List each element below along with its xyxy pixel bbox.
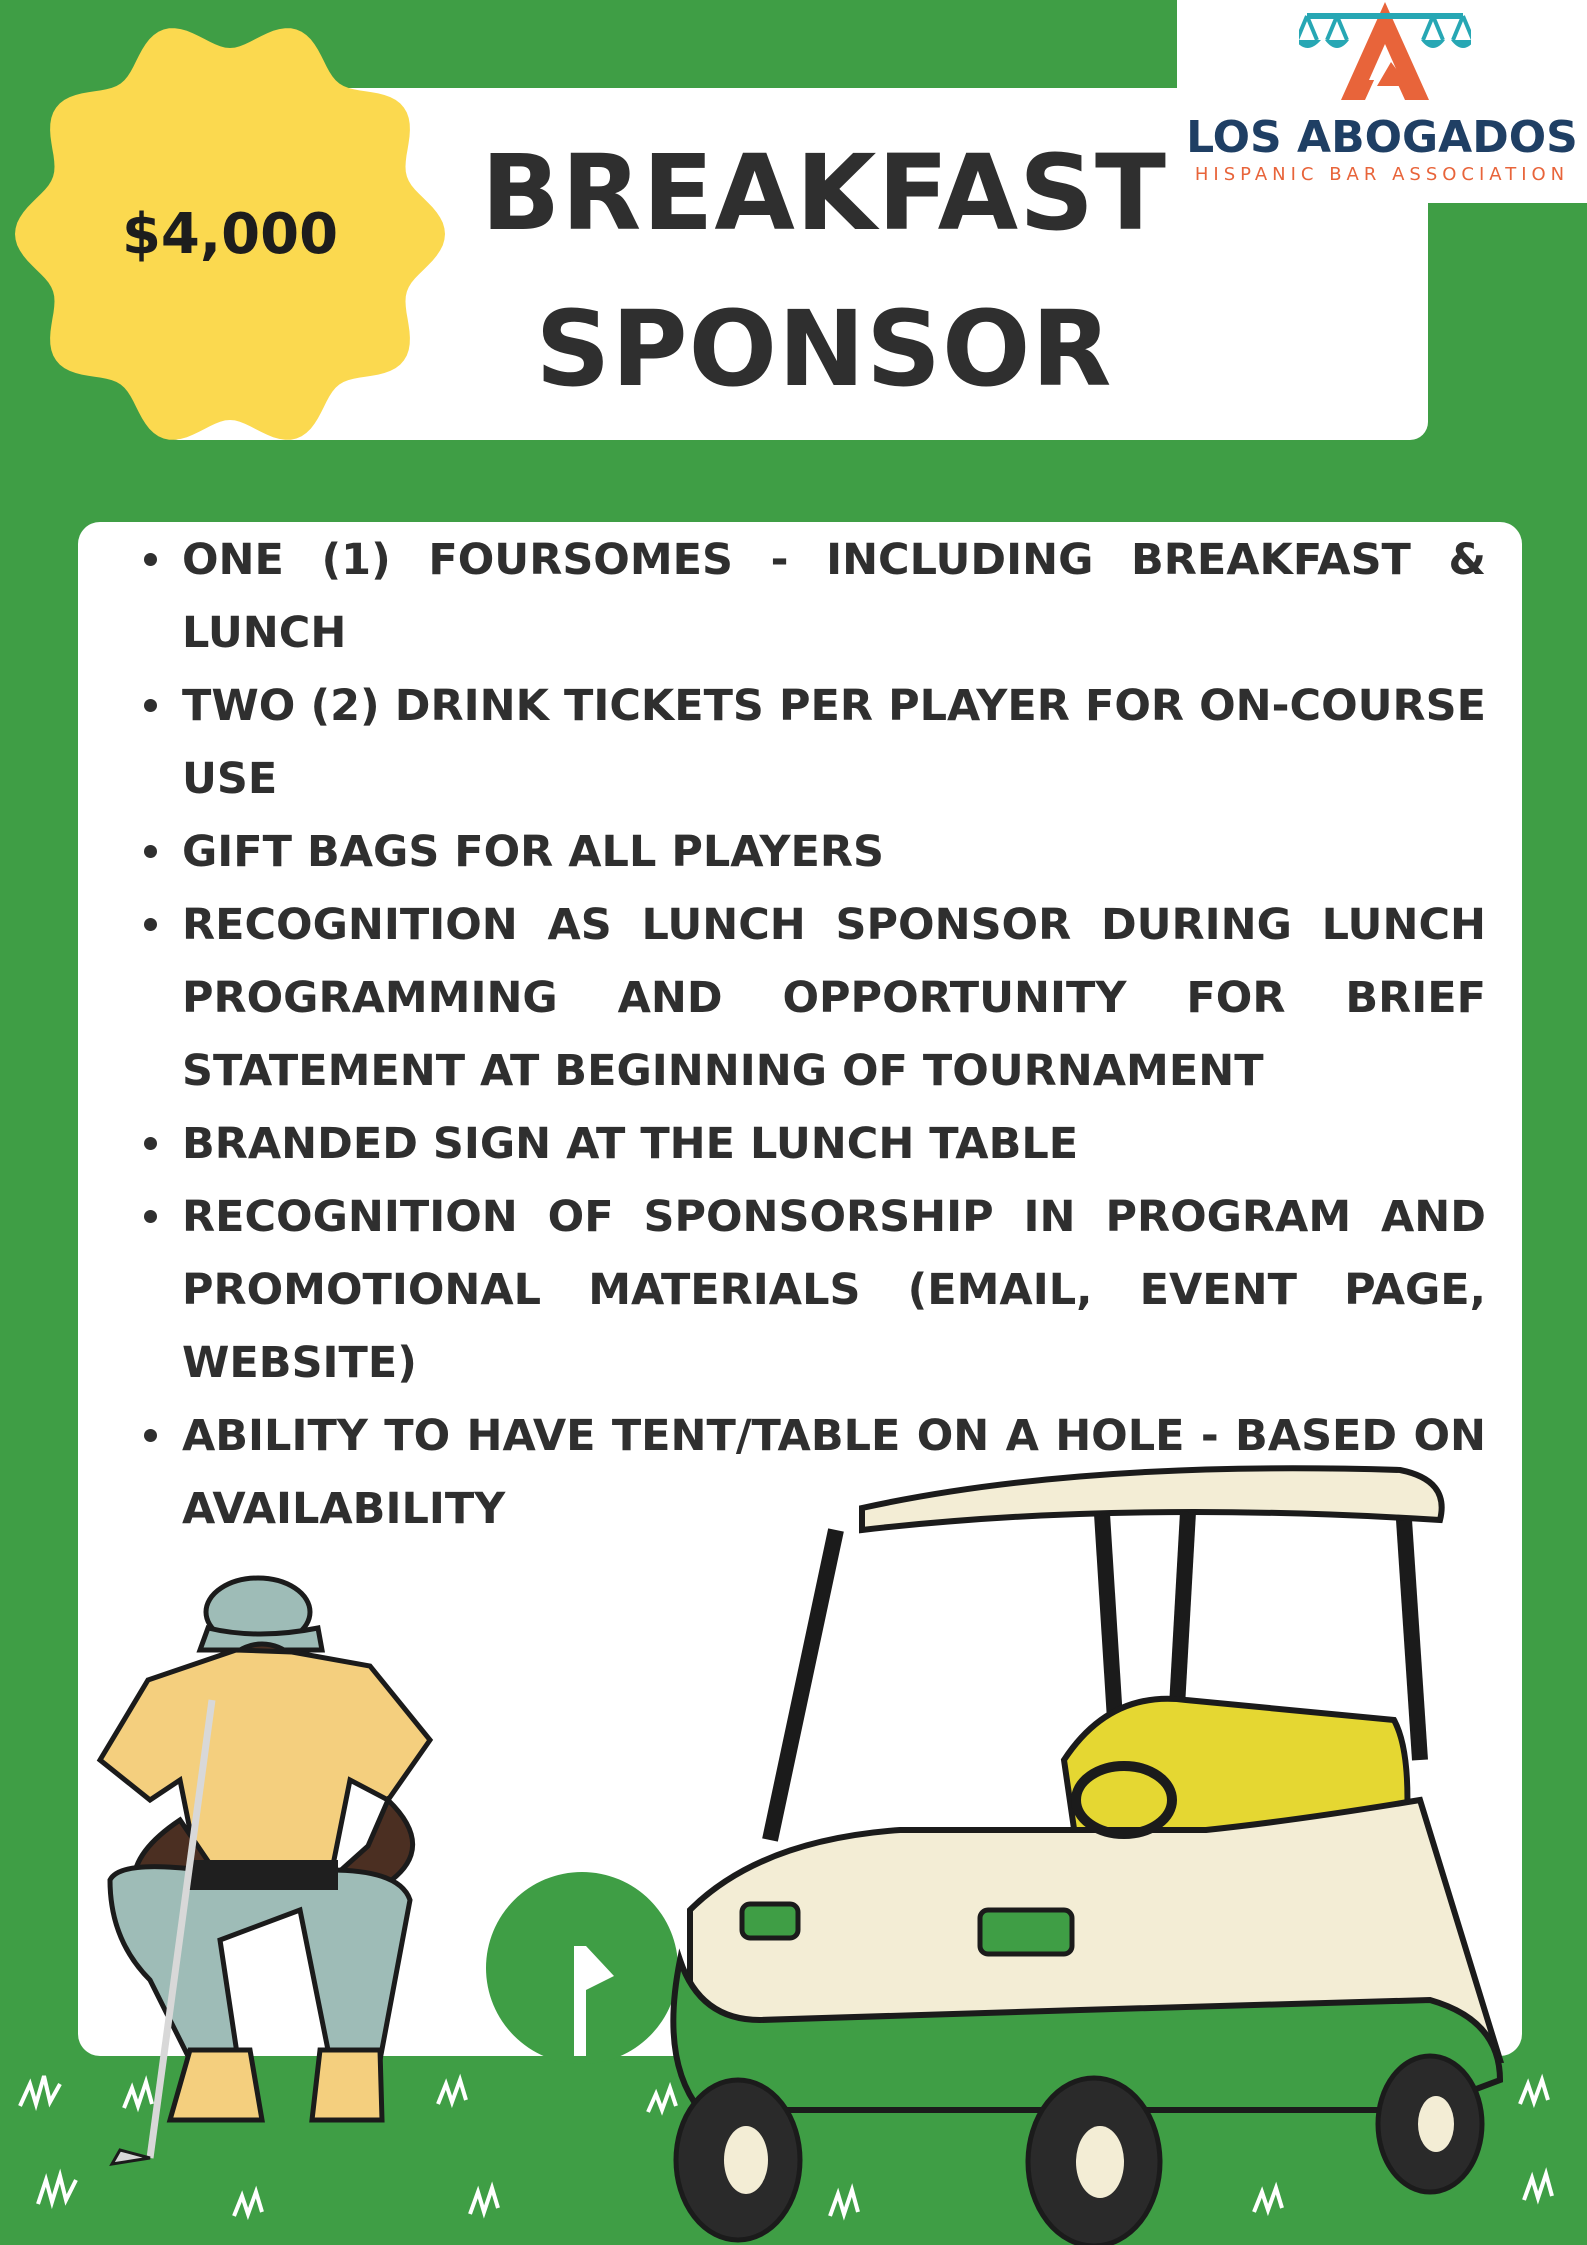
logo-name: LOS ABOGADOS <box>1186 112 1578 163</box>
scales-of-justice-icon <box>1299 0 1471 100</box>
benefit-item: TWO (2) DRINK TICKETS PER PLAYER FOR ON-COURSE USE <box>182 670 1486 816</box>
benefit-item: RECOGNITION AS LUNCH SPONSOR DURING LUNCH PROGRAMMING AND OPPORTUNITY FOR BRIEF STATEMENT AT BEGINNING OF TOURNAMENT <box>182 889 1486 1108</box>
price-label: $4,000 <box>121 201 339 267</box>
logo-tagline: HISPANIC BAR ASSOCIATION <box>1194 164 1570 185</box>
grass-ground <box>0 2056 1587 2245</box>
benefit-item: RECOGNITION OF SPONSORSHIP IN PROGRAM AND PROMOTIONAL MATERIALS (EMAIL, EVENT PAGE, WEBSITE) <box>182 1181 1486 1400</box>
grass-tufts <box>20 2076 1552 2216</box>
title-line-2: SPONSOR <box>535 288 1113 410</box>
benefit-item: ABILITY TO HAVE TENT/TABLE ON A HOLE - BASED ON AVAILABILITY <box>182 1400 1486 1546</box>
benefit-item: GIFT BAGS FOR ALL PLAYERS <box>182 816 1486 889</box>
title-line-1: BREAKFAST <box>481 132 1167 254</box>
benefit-item: BRANDED SIGN AT THE LUNCH TABLE <box>182 1108 1486 1181</box>
logo <box>1177 0 1587 203</box>
benefit-item: ONE (1) FOURSOMES - INCLUDING BREAKFAST & LUNCH <box>182 524 1486 670</box>
benefits-list <box>182 524 1486 1546</box>
